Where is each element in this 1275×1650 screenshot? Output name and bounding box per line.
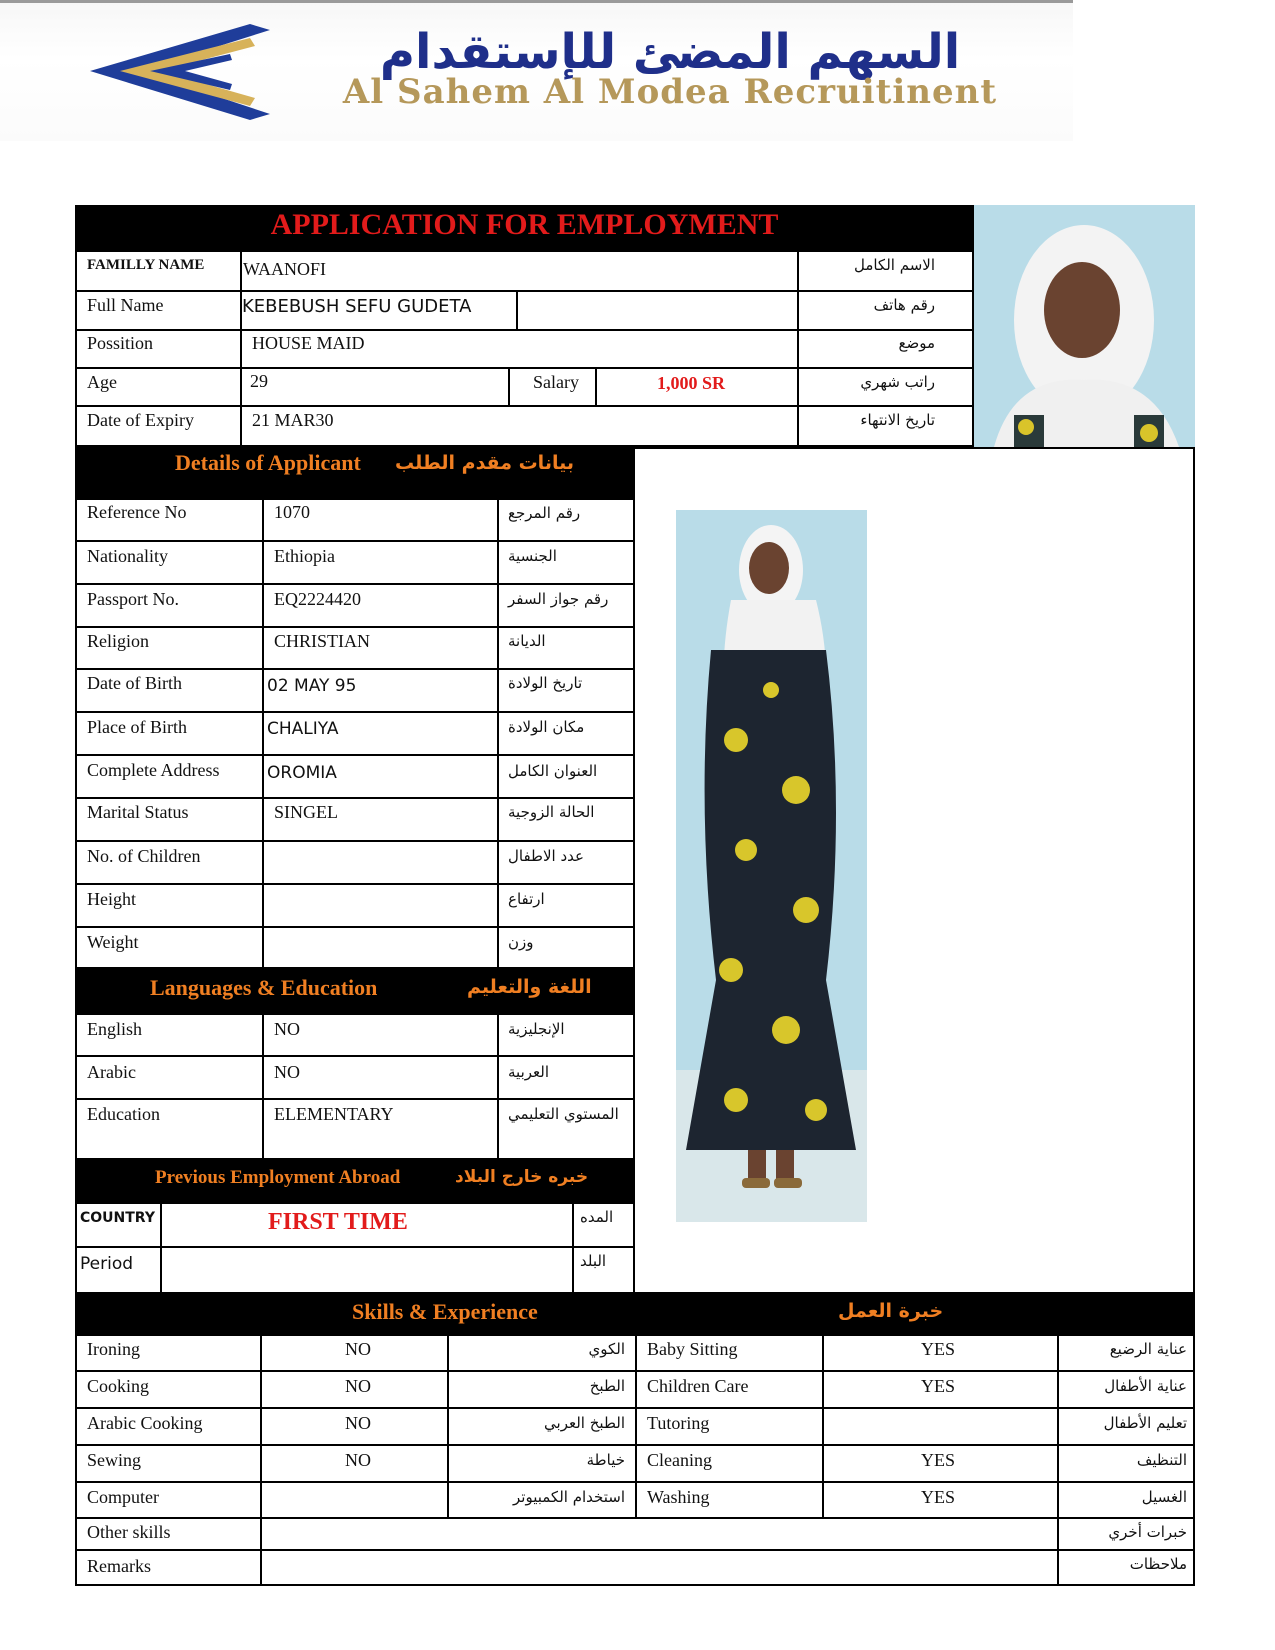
- reference-label: Reference No: [87, 502, 187, 522]
- skill-babysitting-ar: عناية الرضيع: [1109, 1340, 1187, 1358]
- arabic-value: NO: [274, 1062, 300, 1082]
- weight-label: Weight: [87, 932, 139, 952]
- skill-babysitting-label: Baby Sitting: [647, 1339, 738, 1359]
- skill-washing-ar: الغسيل: [1141, 1488, 1187, 1506]
- full-name-value: KEBEBUSH SEFU GUDETA: [242, 296, 472, 317]
- reference-value: 1070: [274, 502, 310, 522]
- remarks-label: Remarks: [87, 1556, 151, 1576]
- arrow-logo-icon: [80, 16, 300, 126]
- english-value: NO: [274, 1019, 300, 1039]
- previous-title-en: Previous Employment Abroad: [155, 1167, 401, 1188]
- skill-childrencare-value: YES: [921, 1376, 956, 1396]
- passport-ar: رقم جواز السفر: [508, 590, 609, 608]
- dob-label: Date of Birth: [87, 673, 182, 693]
- skill-ironing-label: Ironing: [87, 1339, 140, 1359]
- skill-sewing-ar: خياطة: [586, 1451, 625, 1469]
- nationality-value: Ethiopia: [274, 546, 335, 566]
- skill-ironing-ar: الكوي: [588, 1340, 625, 1358]
- other-skills-ar: خبرات أخري: [1108, 1523, 1187, 1541]
- details-title-ar: بيانات مقدم الطلب: [395, 452, 574, 474]
- position-ar: موضع: [898, 334, 935, 352]
- logo-arabic-text: السهم المضئ للإستقدام: [379, 24, 961, 80]
- skill-childrencare-label: Children Care: [647, 1376, 749, 1396]
- marital-label: Marital Status: [87, 802, 189, 822]
- nationality-ar: الجنسية: [508, 547, 557, 565]
- skill-washing-value: YES: [921, 1487, 956, 1507]
- arabic-label: Arabic: [87, 1062, 136, 1082]
- height-label: Height: [87, 889, 136, 909]
- education-ar: المستوي التعليمي: [508, 1105, 619, 1123]
- skills-title-ar: خبرة العمل: [838, 1300, 944, 1322]
- skill-sewing-value: NO: [345, 1450, 371, 1470]
- skill-ironing-value: NO: [345, 1339, 371, 1359]
- skill-computer-label: Computer: [87, 1487, 159, 1507]
- skill-computer-ar: استخدام الكمبيوتر: [513, 1488, 625, 1506]
- remarks-ar: ملاحظات: [1129, 1555, 1187, 1573]
- skill-cleaning-label: Cleaning: [647, 1450, 712, 1470]
- other-skills-label: Other skills: [87, 1522, 171, 1542]
- passport-label: Passport No.: [87, 589, 180, 609]
- salary-value: 1,000 SR: [657, 373, 726, 393]
- marital-value: SINGEL: [274, 802, 338, 822]
- skill-cleaning-value: YES: [921, 1450, 956, 1470]
- country-label: COUNTRY: [80, 1210, 155, 1226]
- country-value: FIRST TIME: [268, 1209, 408, 1235]
- expiry-ar: تاريخ الانتهاء: [860, 411, 935, 429]
- application-title: APPLICATION FOR EMPLOYMENT: [270, 208, 779, 241]
- applicant-full-photo: [676, 510, 867, 1222]
- family-name-value: WAANOFI: [243, 259, 326, 279]
- skills-title-bar: [75, 1294, 1195, 1334]
- expiry-label: Date of Expiry: [87, 410, 194, 430]
- reference-ar: رقم المرجع: [508, 504, 581, 522]
- education-label: Education: [87, 1104, 160, 1124]
- skill-arabiccooking-label: Arabic Cooking: [87, 1413, 203, 1433]
- period-label: Period: [80, 1254, 134, 1274]
- height-ar: ارتفاع: [508, 890, 545, 908]
- languages-title-ar: اللغة والتعليم: [467, 976, 592, 998]
- pob-label: Place of Birth: [87, 717, 187, 737]
- country-ar: المده: [580, 1208, 614, 1226]
- religion-value: CHRISTIAN: [274, 631, 371, 651]
- skill-arabiccooking-value: NO: [345, 1413, 371, 1433]
- address-value: OROMIA: [267, 763, 337, 783]
- skill-cooking-value: NO: [345, 1376, 371, 1396]
- skill-cleaning-ar: التنظيف: [1136, 1451, 1187, 1469]
- children-label: No. of Children: [87, 846, 201, 866]
- position-value: HOUSE MAID: [252, 333, 365, 353]
- weight-ar: وزن: [508, 933, 534, 951]
- skill-babysitting-value: YES: [921, 1339, 956, 1359]
- applicant-headshot: [974, 205, 1195, 447]
- logo-english-text: Al Sahem Al Modea Recruitinent: [342, 72, 998, 112]
- dob-ar: تاريخ الولادة: [508, 674, 583, 692]
- english-label: English: [87, 1019, 143, 1039]
- skill-cooking-label: Cooking: [87, 1376, 150, 1396]
- address-ar: العنوان الكامل: [508, 762, 598, 780]
- religion-ar: الديانة: [508, 632, 546, 650]
- family-name-label: FAMILLY NAME: [87, 257, 205, 273]
- family-name-ar: الاسم الكامل: [853, 256, 935, 274]
- languages-title-en: Languages & Education: [150, 975, 378, 1000]
- age-value: 29: [250, 371, 268, 391]
- company-logo: [0, 0, 1073, 141]
- dob-value: 02 MAY 95: [267, 676, 357, 696]
- salary-ar: راتب شهري: [860, 373, 935, 391]
- english-ar: الإنجليزية: [508, 1020, 565, 1038]
- period-ar: البلد: [580, 1252, 607, 1270]
- skill-arabiccooking-ar: الطبخ العربي: [544, 1414, 625, 1432]
- education-value: ELEMENTARY: [274, 1104, 394, 1124]
- pob-value: CHALIYA: [267, 719, 339, 739]
- children-ar: عدد الاطفال: [508, 847, 584, 865]
- skills-title-en: Skills & Experience: [352, 1299, 538, 1324]
- phone-ar: رقم هاتف: [873, 296, 935, 314]
- previous-title-ar: خبره خارج البلاد: [455, 1167, 589, 1187]
- expiry-value: 21 MAR30: [252, 410, 334, 430]
- address-label: Complete Address: [87, 760, 220, 780]
- salary-label: Salary: [533, 372, 579, 392]
- skill-sewing-label: Sewing: [87, 1450, 141, 1470]
- skill-washing-label: Washing: [647, 1487, 710, 1507]
- skill-cooking-ar: الطبخ: [589, 1377, 625, 1395]
- nationality-label: Nationality: [87, 546, 168, 566]
- skill-childrencare-ar: عناية الأطفال: [1104, 1377, 1187, 1395]
- age-label: Age: [87, 372, 117, 392]
- marital-ar: الحالة الزوجية: [508, 803, 595, 821]
- pob-ar: مكان الولادة: [508, 718, 585, 736]
- full-name-label: Full Name: [87, 295, 164, 315]
- religion-label: Religion: [87, 631, 149, 651]
- position-label: Possition: [87, 333, 154, 353]
- skill-tutoring-ar: تعليم الأطفال: [1103, 1414, 1187, 1432]
- passport-value: EQ2224420: [274, 589, 361, 609]
- skill-tutoring-label: Tutoring: [647, 1413, 710, 1433]
- details-title-en: Details of Applicant: [175, 450, 361, 475]
- arabic-ar: العربية: [508, 1063, 549, 1081]
